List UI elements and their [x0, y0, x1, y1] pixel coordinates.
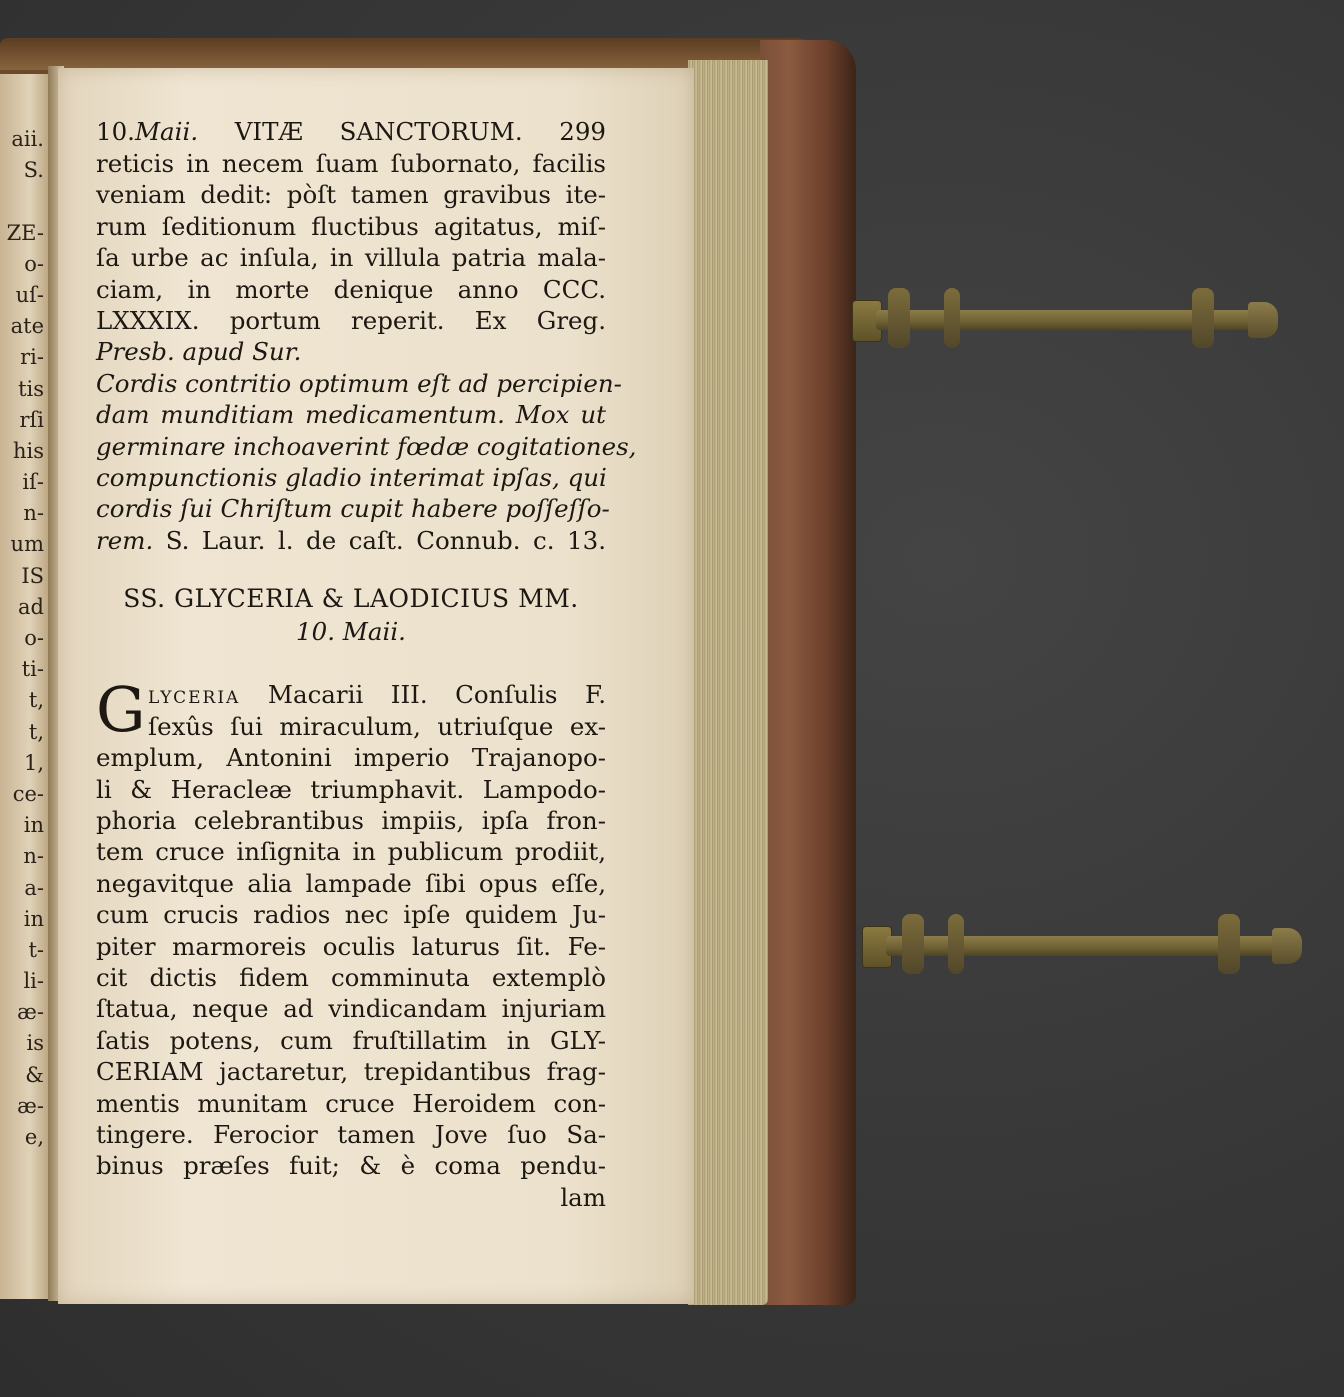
text-line: reticis in necem ſuam ſubornato, facilis: [96, 149, 606, 178]
left-page-fragment: uſ-: [15, 282, 44, 307]
drop-cap: G: [96, 673, 146, 747]
section-date: 10. Maii.: [296, 617, 406, 647]
left-page-fragment: um: [10, 532, 44, 557]
body-line: piter marmoreis oculis laturus ſit. Fe-: [96, 931, 606, 961]
left-page-fragment: [7, 186, 44, 217]
left-page-fragment: æ-: [17, 1093, 44, 1118]
left-page-fragment: is: [26, 1031, 44, 1056]
clasp-top: [852, 296, 1292, 344]
running-head-title: VITÆ SANCTORUM.: [234, 117, 523, 146]
left-page-fragment: n-: [23, 844, 44, 869]
clasp-knob: [1218, 914, 1240, 974]
left-page-fragment: o-: [24, 626, 44, 650]
left-page-fragment: in: [23, 813, 44, 838]
left-page-fragment: ad: [18, 594, 44, 619]
clasp-knob: [888, 288, 910, 348]
text-line: compunctionis gladio interimat ipſas, qui: [96, 462, 607, 492]
left-page-fragment: 1,: [23, 750, 44, 775]
left-page-fragment: n-: [23, 501, 44, 526]
paragraph-2-last-italic: rem.: [96, 525, 154, 555]
body-line-rest: Macarii III. Conſulis F.: [267, 680, 606, 710]
book-cover-edge: [760, 40, 856, 1305]
body-line: [96, 679, 606, 710]
section-heading: SS. GLYCERIA & LAODICIUS MM.: [123, 584, 579, 614]
clasp-tip: [1248, 302, 1278, 338]
catchword: lam: [560, 1182, 606, 1212]
left-page-fragment: æ-: [17, 1000, 44, 1025]
clasp-knob: [948, 914, 964, 974]
paragraph-2-citation: S. Laur. l. de caſt. Connub. c. 13.: [165, 525, 606, 555]
body-opening: [96, 673, 606, 747]
body-line: negavitque alia lampade ſibi opus eſſe,: [96, 868, 606, 898]
paragraph-1: [96, 148, 606, 336]
text-line: veniam dedit: pòſt tamen gravibus ite-: [96, 180, 606, 210]
running-head-number: 10.: [96, 117, 135, 146]
clasp-bottom: [862, 922, 1312, 970]
left-page-fragment: a-: [24, 875, 44, 900]
body-line: li & Heracleæ triumphavit. Lampodo-: [96, 774, 606, 804]
text-line: LXXXIX. portum reperit. Ex Greg.: [96, 305, 606, 335]
left-page-fragment: ri-: [20, 345, 44, 370]
left-page-fragment: ti-: [21, 657, 44, 682]
clasp-knob: [944, 288, 960, 348]
left-page-fragment: tis: [18, 376, 44, 401]
left-page-fragment: ZE-: [6, 220, 44, 245]
body-line: CERIAM jactaretur, trepidantibus frag-: [96, 1057, 606, 1087]
citation-line: Presb. apud Sur.: [96, 337, 302, 367]
clasp-knob: [1192, 288, 1214, 348]
left-page-fragment: S.: [23, 158, 44, 183]
left-page-fragment: li-: [23, 969, 44, 994]
left-page: [0, 70, 50, 1299]
body-line: mentis munitam cruce Heroidem con-: [96, 1088, 606, 1118]
left-page-fragment: ate: [10, 314, 44, 339]
body-line: ſexûs ſui miraculum, utriuſque ex-: [148, 711, 606, 741]
text-line: germinare inchoaverint fœdæ cogitationes,: [96, 431, 637, 461]
body-line: cum crucis radios nec ipſe quidem Ju-: [96, 900, 606, 930]
running-head-date: Maii.: [134, 117, 199, 146]
left-page-fragment: t-: [28, 937, 44, 962]
text-line: ſa urbe ac inſula, in villula patria mala-: [96, 243, 606, 273]
left-page-fragment: his: [12, 438, 44, 463]
page-edges: [688, 60, 768, 1305]
paragraph-2-last-line: [96, 525, 606, 556]
body-line: phoria celebrantibus impiis, ipſa fron-: [96, 806, 606, 836]
left-page-fragment: in: [23, 906, 44, 931]
body-paragraph: [96, 742, 606, 1181]
page-text-block: [96, 116, 637, 1213]
body-line: ſatis potens, cum fruſtillatim in GLY-: [96, 1025, 606, 1055]
body-line: emplum, Antonini imperio Trajanopo-: [96, 743, 606, 773]
text-line: ciam, in morte denique anno CCC.: [96, 274, 606, 304]
left-page-fragment: t,: [28, 688, 44, 713]
clasp-tip: [1272, 928, 1302, 964]
left-page-fragment: t,: [28, 719, 44, 744]
text-line: rum ſeditionum fluctibus agitatus, miſ-: [96, 211, 606, 241]
left-page-fragment: o-: [24, 251, 44, 276]
text-line: cordis ſui Chriſtum cupit habere poſſeſſo-: [96, 494, 610, 524]
left-page-fragment: ce-: [12, 781, 44, 806]
left-page-fragment: iſ-: [22, 470, 44, 495]
left-page-fragment: &: [25, 1062, 44, 1087]
clasp-knob: [902, 914, 924, 974]
body-line: cit dictis fidem comminuta extemplò: [96, 962, 606, 992]
left-page-fragment: aii.: [11, 127, 44, 151]
left-page-fragment: e,: [24, 1125, 44, 1149]
left-page-text: [7, 124, 44, 1153]
paragraph-2: [96, 368, 637, 525]
body-line: binus præſes fuit; & è coma pendu-: [96, 1151, 606, 1181]
page-number: 299: [559, 117, 606, 146]
body-line: tingere. Ferocior tamen Jove ſuo Sa-: [96, 1119, 606, 1149]
left-page-fragment: rſi: [19, 407, 44, 432]
text-line: Cordis contritio optimum eſt ad percipien-: [96, 368, 622, 398]
text-line: dam munditiam medicamentum. Mox ut: [96, 400, 606, 430]
left-page-fragment: IS: [21, 563, 44, 588]
running-head: [96, 116, 606, 148]
body-smallcaps-name: LYCERIA: [148, 688, 241, 709]
body-line: tem cruce inſignita in publicum prodiit,: [96, 837, 606, 867]
body-line: ſtatua, neque ad vindicandam injuriam: [96, 994, 606, 1024]
